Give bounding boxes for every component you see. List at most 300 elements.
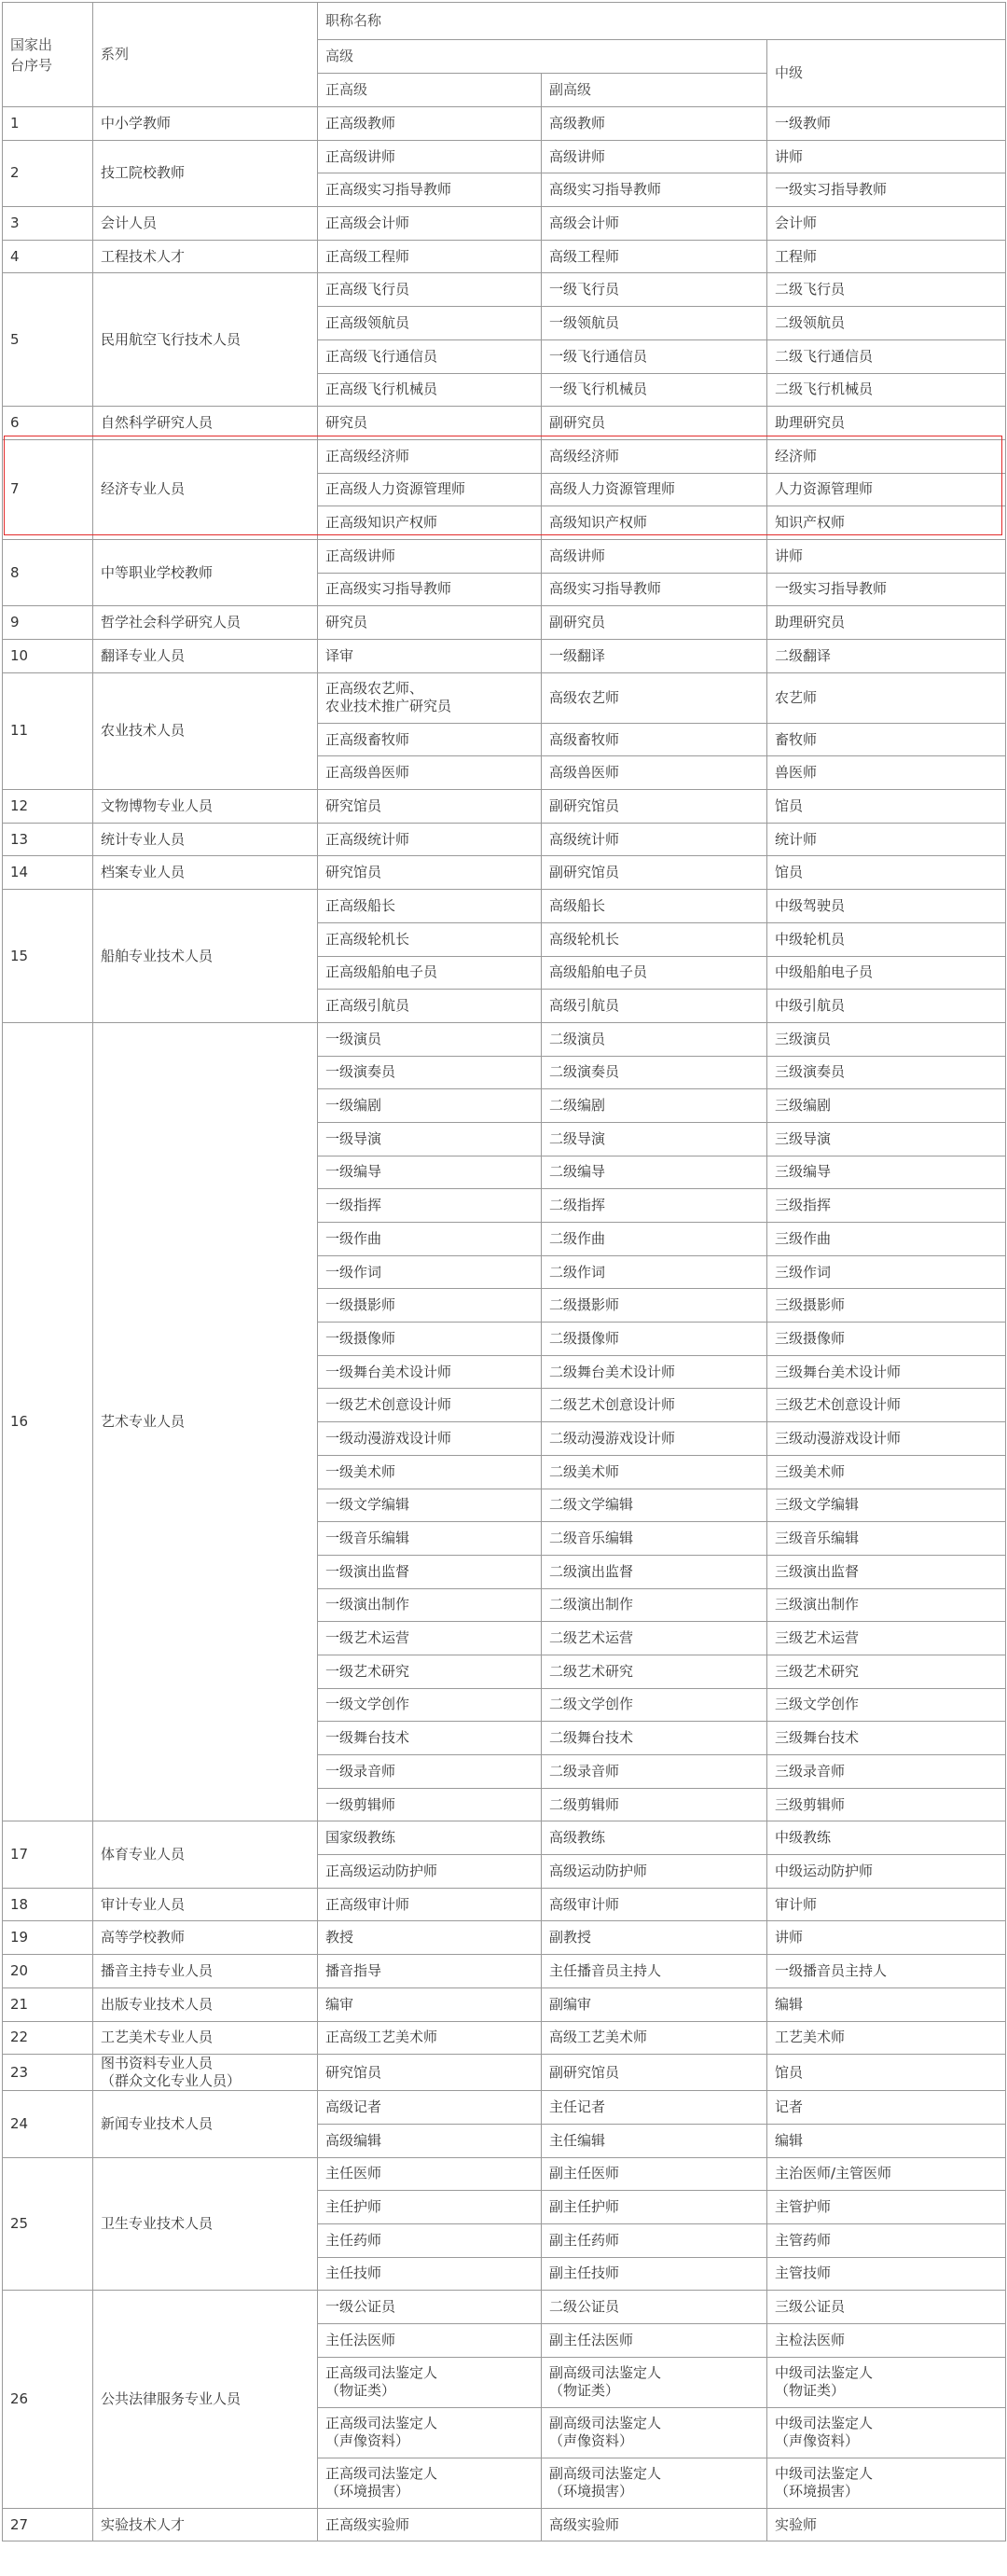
fu-gaoji-cell: 主任播音员主持人 xyxy=(542,1955,767,1988)
fu-gaoji-cell: 高级讲师 xyxy=(542,140,767,173)
zheng-gaoji-cell: 研究员 xyxy=(318,407,542,440)
zheng-gaoji-cell: 一级公证员 xyxy=(318,2291,542,2324)
middle-cell: 三级艺术研究 xyxy=(767,1655,1006,1688)
middle-cell: 主管护师 xyxy=(767,2191,1006,2224)
fu-gaoji-cell: 高级讲师 xyxy=(542,539,767,573)
zheng-gaoji-cell: 编审 xyxy=(318,1987,542,2021)
middle-cell: 三级演出制作 xyxy=(767,1588,1006,1622)
fu-gaoji-cell: 二级舞台技术 xyxy=(542,1722,767,1755)
zheng-gaoji-cell: 一级作词 xyxy=(318,1255,542,1289)
header-index: 国家出台序号 xyxy=(3,3,93,107)
fu-gaoji-cell: 二级作词 xyxy=(542,1255,767,1289)
row-index: 26 xyxy=(3,2291,93,2508)
middle-cell: 中级轮机员 xyxy=(767,922,1006,956)
middle-cell: 三级音乐编辑 xyxy=(767,1522,1006,1556)
middle-cell: 三级艺术创意设计师 xyxy=(767,1389,1006,1422)
title-table-container xyxy=(2,2,1005,2572)
row-index: 14 xyxy=(3,856,93,890)
zheng-gaoji-cell: 一级摄影师 xyxy=(318,1289,542,1323)
table-row xyxy=(3,273,1006,307)
fu-gaoji-cell: 副主任药师 xyxy=(542,2223,767,2257)
middle-cell: 兽医师 xyxy=(767,756,1006,790)
row-index: 21 xyxy=(3,1987,93,2021)
middle-cell: 主检法医师 xyxy=(767,2324,1006,2358)
middle-cell: 讲师 xyxy=(767,539,1006,573)
zheng-gaoji-cell: 一级艺术研究 xyxy=(318,1655,542,1688)
fu-gaoji-cell: 高级工程师 xyxy=(542,240,767,273)
middle-cell: 三级摄像师 xyxy=(767,1323,1006,1356)
zheng-gaoji-cell: 教授 xyxy=(318,1921,542,1955)
row-index: 4 xyxy=(3,240,93,273)
fu-gaoji-cell: 高级农艺师 xyxy=(542,672,767,723)
zheng-gaoji-cell: 正高级人力资源管理师 xyxy=(318,473,542,506)
fu-gaoji-cell: 高级经济师 xyxy=(542,439,767,473)
zheng-gaoji-cell: 主任医师 xyxy=(318,2157,542,2191)
series-cell: 艺术专业人员 xyxy=(93,1022,318,1821)
series-cell: 体育专业人员 xyxy=(93,1821,318,1888)
fu-gaoji-cell: 主任记者 xyxy=(542,2091,767,2125)
series-cell: 播音主持专业人员 xyxy=(93,1955,318,1988)
middle-cell: 三级作词 xyxy=(767,1255,1006,1289)
header-senior: 高级 xyxy=(318,40,767,74)
fu-gaoji-cell: 高级知识产权师 xyxy=(542,506,767,540)
fu-gaoji-cell: 副高级司法鉴定人 （物证类） xyxy=(542,2357,767,2407)
table-row xyxy=(3,240,1006,273)
fu-gaoji-cell: 二级演出监督 xyxy=(542,1555,767,1588)
table-row xyxy=(3,890,1006,923)
zheng-gaoji-cell: 一级舞台技术 xyxy=(318,1722,542,1755)
fu-gaoji-cell: 副高级司法鉴定人 （环境损害） xyxy=(542,2458,767,2508)
zheng-gaoji-cell: 一级艺术运营 xyxy=(318,1622,542,1655)
zheng-gaoji-cell: 正高级轮机长 xyxy=(318,922,542,956)
header-title-name: 职称名称 xyxy=(318,3,1006,40)
middle-cell: 三级舞台技术 xyxy=(767,1722,1006,1755)
middle-cell: 一级实习指导教师 xyxy=(767,573,1006,606)
middle-cell: 三级演出监督 xyxy=(767,1555,1006,1588)
fu-gaoji-cell: 二级舞台美术设计师 xyxy=(542,1355,767,1389)
fu-gaoji-cell: 二级导演 xyxy=(542,1122,767,1156)
middle-cell: 中级船舶电子员 xyxy=(767,956,1006,990)
table-row xyxy=(3,2055,1006,2091)
fu-gaoji-cell: 二级作曲 xyxy=(542,1223,767,1256)
middle-cell: 中级运动防护师 xyxy=(767,1855,1006,1889)
fu-gaoji-cell: 副高级司法鉴定人 （声像资料） xyxy=(542,2407,767,2458)
middle-cell: 三级摄影师 xyxy=(767,1289,1006,1323)
zheng-gaoji-cell: 正高级司法鉴定人 （物证类） xyxy=(318,2357,542,2407)
middle-cell: 主治医师/主管医师 xyxy=(767,2157,1006,2191)
zheng-gaoji-cell: 一级演出监督 xyxy=(318,1555,542,1588)
middle-cell: 统计师 xyxy=(767,823,1006,856)
fu-gaoji-cell: 一级翻译 xyxy=(542,640,767,673)
fu-gaoji-cell: 高级引航员 xyxy=(542,990,767,1023)
middle-cell: 三级美术师 xyxy=(767,1455,1006,1489)
zheng-gaoji-cell: 研究员 xyxy=(318,606,542,640)
zheng-gaoji-cell: 正高级讲师 xyxy=(318,539,542,573)
fu-gaoji-cell: 高级畜牧师 xyxy=(542,723,767,756)
fu-gaoji-cell: 高级教师 xyxy=(542,107,767,141)
middle-cell: 讲师 xyxy=(767,1921,1006,1955)
zheng-gaoji-cell: 正高级工程师 xyxy=(318,240,542,273)
table-row xyxy=(3,1888,1006,1921)
fu-gaoji-cell: 高级船长 xyxy=(542,890,767,923)
middle-cell: 二级飞行员 xyxy=(767,273,1006,307)
middle-cell: 三级作曲 xyxy=(767,1223,1006,1256)
series-cell: 经济专业人员 xyxy=(93,439,318,539)
fu-gaoji-cell: 二级指挥 xyxy=(542,1189,767,1223)
row-index: 25 xyxy=(3,2157,93,2291)
middle-cell: 工艺美术师 xyxy=(767,2021,1006,2055)
series-cell: 哲学社会科学研究人员 xyxy=(93,606,318,640)
row-index: 20 xyxy=(3,1955,93,1988)
zheng-gaoji-cell: 正高级飞行机械员 xyxy=(318,373,542,407)
table-row xyxy=(3,407,1006,440)
row-index: 23 xyxy=(3,2055,93,2091)
fu-gaoji-cell: 二级艺术研究 xyxy=(542,1655,767,1688)
middle-cell: 三级艺术运营 xyxy=(767,1622,1006,1655)
middle-cell: 人力资源管理师 xyxy=(767,473,1006,506)
middle-cell: 三级录音师 xyxy=(767,1755,1006,1789)
row-index: 12 xyxy=(3,790,93,824)
series-cell: 出版专业技术人员 xyxy=(93,1987,318,2021)
middle-cell: 一级播音员主持人 xyxy=(767,1955,1006,1988)
middle-cell: 中级驾驶员 xyxy=(767,890,1006,923)
middle-cell: 三级舞台美术设计师 xyxy=(767,1355,1006,1389)
zheng-gaoji-cell: 正高级运动防护师 xyxy=(318,1855,542,1889)
series-cell: 会计人员 xyxy=(93,207,318,241)
fu-gaoji-cell: 二级公证员 xyxy=(542,2291,767,2324)
middle-cell: 馆员 xyxy=(767,790,1006,824)
zheng-gaoji-cell: 国家级教练 xyxy=(318,1821,542,1855)
zheng-gaoji-cell: 正高级司法鉴定人 （环境损害） xyxy=(318,2458,542,2508)
fu-gaoji-cell: 高级人力资源管理师 xyxy=(542,473,767,506)
row-index: 8 xyxy=(3,539,93,605)
fu-gaoji-cell: 高级统计师 xyxy=(542,823,767,856)
table-row xyxy=(3,2021,1006,2055)
zheng-gaoji-cell: 正高级教师 xyxy=(318,107,542,141)
middle-cell: 二级飞行机械员 xyxy=(767,373,1006,407)
middle-cell: 馆员 xyxy=(767,2055,1006,2091)
zheng-gaoji-cell: 一级音乐编辑 xyxy=(318,1522,542,1556)
table-row xyxy=(3,823,1006,856)
series-cell: 农业技术人员 xyxy=(93,672,318,789)
zheng-gaoji-cell: 一级导演 xyxy=(318,1122,542,1156)
row-index: 11 xyxy=(3,672,93,789)
series-cell: 翻译专业人员 xyxy=(93,640,318,673)
middle-cell: 编辑 xyxy=(767,1987,1006,2021)
zheng-gaoji-cell: 正高级引航员 xyxy=(318,990,542,1023)
zheng-gaoji-cell: 一级作曲 xyxy=(318,1223,542,1256)
zheng-gaoji-cell: 正高级知识产权师 xyxy=(318,506,542,540)
zheng-gaoji-cell: 正高级实习指导教师 xyxy=(318,573,542,606)
zheng-gaoji-cell: 主任药师 xyxy=(318,2223,542,2257)
middle-cell: 编辑 xyxy=(767,2124,1006,2157)
row-index: 5 xyxy=(3,273,93,407)
row-index: 22 xyxy=(3,2021,93,2055)
fu-gaoji-cell: 二级演员 xyxy=(542,1022,767,1056)
fu-gaoji-cell: 高级教练 xyxy=(542,1821,767,1855)
table-row xyxy=(3,2091,1006,2125)
professional-title-table xyxy=(2,2,1006,2541)
middle-cell: 三级编剧 xyxy=(767,1089,1006,1123)
zheng-gaoji-cell: 一级艺术创意设计师 xyxy=(318,1389,542,1422)
fu-gaoji-cell: 二级编导 xyxy=(542,1156,767,1189)
zheng-gaoji-cell: 一级编剧 xyxy=(318,1089,542,1123)
zheng-gaoji-cell: 正高级农艺师、 农业技术推广研究员 xyxy=(318,672,542,723)
middle-cell: 二级领航员 xyxy=(767,307,1006,340)
fu-gaoji-cell: 二级演奏员 xyxy=(542,1056,767,1089)
middle-cell: 馆员 xyxy=(767,856,1006,890)
series-cell: 船舶专业技术人员 xyxy=(93,890,318,1023)
middle-cell: 经济师 xyxy=(767,439,1006,473)
table-row xyxy=(3,2508,1006,2541)
zheng-gaoji-cell: 正高级经济师 xyxy=(318,439,542,473)
middle-cell: 一级教师 xyxy=(767,107,1006,141)
zheng-gaoji-cell: 正高级司法鉴定人 （声像资料） xyxy=(318,2407,542,2458)
fu-gaoji-cell: 高级审计师 xyxy=(542,1888,767,1921)
table-row xyxy=(3,1955,1006,1988)
middle-cell: 工程师 xyxy=(767,240,1006,273)
fu-gaoji-cell: 高级实习指导教师 xyxy=(542,173,767,207)
row-index: 27 xyxy=(3,2508,93,2541)
fu-gaoji-cell: 二级音乐编辑 xyxy=(542,1522,767,1556)
zheng-gaoji-cell: 正高级审计师 xyxy=(318,1888,542,1921)
fu-gaoji-cell: 副研究馆员 xyxy=(542,2055,767,2091)
zheng-gaoji-cell: 研究馆员 xyxy=(318,856,542,890)
zheng-gaoji-cell: 正高级会计师 xyxy=(318,207,542,241)
table-row xyxy=(3,1821,1006,1855)
series-cell: 中等职业学校教师 xyxy=(93,539,318,605)
series-cell: 自然科学研究人员 xyxy=(93,407,318,440)
header-series: 系列 xyxy=(93,3,318,107)
zheng-gaoji-cell: 正高级船舶电子员 xyxy=(318,956,542,990)
zheng-gaoji-cell: 正高级实验师 xyxy=(318,2508,542,2541)
zheng-gaoji-cell: 一级美术师 xyxy=(318,1455,542,1489)
table-row xyxy=(3,1022,1006,1056)
table-row xyxy=(3,1987,1006,2021)
fu-gaoji-cell: 高级兽医师 xyxy=(542,756,767,790)
zheng-gaoji-cell: 一级文学创作 xyxy=(318,1688,542,1722)
row-index: 2 xyxy=(3,140,93,206)
middle-cell: 中级司法鉴定人 （物证类） xyxy=(767,2357,1006,2407)
zheng-gaoji-cell: 一级演员 xyxy=(318,1022,542,1056)
series-cell: 新闻专业技术人员 xyxy=(93,2091,318,2157)
table-row xyxy=(3,790,1006,824)
row-index: 6 xyxy=(3,407,93,440)
zheng-gaoji-cell: 一级编导 xyxy=(318,1156,542,1189)
middle-cell: 知识产权师 xyxy=(767,506,1006,540)
zheng-gaoji-cell: 正高级统计师 xyxy=(318,823,542,856)
middle-cell: 农艺师 xyxy=(767,672,1006,723)
middle-cell: 助理研究员 xyxy=(767,407,1006,440)
fu-gaoji-cell: 副研究馆员 xyxy=(542,856,767,890)
fu-gaoji-cell: 高级轮机长 xyxy=(542,922,767,956)
zheng-gaoji-cell: 正高级实习指导教师 xyxy=(318,173,542,207)
row-index: 16 xyxy=(3,1022,93,1821)
row-index: 18 xyxy=(3,1888,93,1921)
zheng-gaoji-cell: 一级文学编辑 xyxy=(318,1489,542,1522)
middle-cell: 二级飞行通信员 xyxy=(767,339,1006,373)
zheng-gaoji-cell: 正高级讲师 xyxy=(318,140,542,173)
fu-gaoji-cell: 二级文学编辑 xyxy=(542,1489,767,1522)
row-index: 9 xyxy=(3,606,93,640)
middle-cell: 记者 xyxy=(767,2091,1006,2125)
table-row xyxy=(3,1921,1006,1955)
zheng-gaoji-cell: 研究馆员 xyxy=(318,790,542,824)
series-cell: 审计专业人员 xyxy=(93,1888,318,1921)
zheng-gaoji-cell: 一级录音师 xyxy=(318,1755,542,1789)
middle-cell: 中级司法鉴定人 （声像资料） xyxy=(767,2407,1006,2458)
fu-gaoji-cell: 一级领航员 xyxy=(542,307,767,340)
middle-cell: 实验师 xyxy=(767,2508,1006,2541)
fu-gaoji-cell: 副研究员 xyxy=(542,407,767,440)
table-row xyxy=(3,140,1006,173)
fu-gaoji-cell: 副研究员 xyxy=(542,606,767,640)
middle-cell: 中级教练 xyxy=(767,1821,1006,1855)
row-index: 24 xyxy=(3,2091,93,2157)
fu-gaoji-cell: 副研究馆员 xyxy=(542,790,767,824)
zheng-gaoji-cell: 一级动漫游戏设计师 xyxy=(318,1422,542,1456)
series-cell: 中小学教师 xyxy=(93,107,318,141)
middle-cell: 三级动漫游戏设计师 xyxy=(767,1422,1006,1456)
middle-cell: 主管技师 xyxy=(767,2257,1006,2291)
fu-gaoji-cell: 二级摄像师 xyxy=(542,1323,767,1356)
middle-cell: 三级演员 xyxy=(767,1022,1006,1056)
fu-gaoji-cell: 一级飞行机械员 xyxy=(542,373,767,407)
zheng-gaoji-cell: 译审 xyxy=(318,640,542,673)
zheng-gaoji-cell: 正高级船长 xyxy=(318,890,542,923)
fu-gaoji-cell: 副主任法医师 xyxy=(542,2324,767,2358)
header-zheng-gaoji: 正高级 xyxy=(318,74,542,107)
fu-gaoji-cell: 副主任技师 xyxy=(542,2257,767,2291)
middle-cell: 中级引航员 xyxy=(767,990,1006,1023)
zheng-gaoji-cell: 一级剪辑师 xyxy=(318,1788,542,1821)
series-cell: 公共法律服务专业人员 xyxy=(93,2291,318,2508)
fu-gaoji-cell: 一级飞行员 xyxy=(542,273,767,307)
middle-cell: 畜牧师 xyxy=(767,723,1006,756)
header-middle: 中级 xyxy=(767,40,1006,107)
fu-gaoji-cell: 高级船舶电子员 xyxy=(542,956,767,990)
fu-gaoji-cell: 高级实验师 xyxy=(542,2508,767,2541)
fu-gaoji-cell: 高级会计师 xyxy=(542,207,767,241)
middle-cell: 三级编导 xyxy=(767,1156,1006,1189)
middle-cell: 讲师 xyxy=(767,140,1006,173)
fu-gaoji-cell: 二级艺术运营 xyxy=(542,1622,767,1655)
zheng-gaoji-cell: 正高级飞行通信员 xyxy=(318,339,542,373)
fu-gaoji-cell: 二级动漫游戏设计师 xyxy=(542,1422,767,1456)
middle-cell: 会计师 xyxy=(767,207,1006,241)
series-cell: 工程技术人才 xyxy=(93,240,318,273)
zheng-gaoji-cell: 主任护师 xyxy=(318,2191,542,2224)
table-row xyxy=(3,672,1006,723)
fu-gaoji-cell: 高级实习指导教师 xyxy=(542,573,767,606)
table-row xyxy=(3,856,1006,890)
middle-cell: 三级文学编辑 xyxy=(767,1489,1006,1522)
fu-gaoji-cell: 二级录音师 xyxy=(542,1755,767,1789)
zheng-gaoji-cell: 正高级飞行员 xyxy=(318,273,542,307)
zheng-gaoji-cell: 正高级畜牧师 xyxy=(318,723,542,756)
fu-gaoji-cell: 副主任医师 xyxy=(542,2157,767,2191)
row-index: 13 xyxy=(3,823,93,856)
row-index: 10 xyxy=(3,640,93,673)
table-row xyxy=(3,539,1006,573)
table-row xyxy=(3,207,1006,241)
fu-gaoji-cell: 二级艺术创意设计师 xyxy=(542,1389,767,1422)
zheng-gaoji-cell: 正高级兽医师 xyxy=(318,756,542,790)
zheng-gaoji-cell: 播音指导 xyxy=(318,1955,542,1988)
fu-gaoji-cell: 二级剪辑师 xyxy=(542,1788,767,1821)
series-cell: 民用航空飞行技术人员 xyxy=(93,273,318,407)
zheng-gaoji-cell: 一级演出制作 xyxy=(318,1588,542,1622)
series-cell: 图书资料专业人员 （群众文化专业人员） xyxy=(93,2055,318,2091)
table-row xyxy=(3,2291,1006,2324)
middle-cell: 二级翻译 xyxy=(767,640,1006,673)
series-cell: 统计专业人员 xyxy=(93,823,318,856)
table-row xyxy=(3,107,1006,141)
zheng-gaoji-cell: 正高级领航员 xyxy=(318,307,542,340)
fu-gaoji-cell: 副教授 xyxy=(542,1921,767,1955)
fu-gaoji-cell: 高级运动防护师 xyxy=(542,1855,767,1889)
middle-cell: 三级演奏员 xyxy=(767,1056,1006,1089)
middle-cell: 一级实习指导教师 xyxy=(767,173,1006,207)
fu-gaoji-cell: 二级编剧 xyxy=(542,1089,767,1123)
fu-gaoji-cell: 二级文学创作 xyxy=(542,1688,767,1722)
series-cell: 技工院校教师 xyxy=(93,140,318,206)
fu-gaoji-cell: 高级工艺美术师 xyxy=(542,2021,767,2055)
middle-cell: 主管药师 xyxy=(767,2223,1006,2257)
middle-cell: 审计师 xyxy=(767,1888,1006,1921)
table-row xyxy=(3,439,1006,473)
row-index: 19 xyxy=(3,1921,93,1955)
table-row xyxy=(3,640,1006,673)
zheng-gaoji-cell: 高级编辑 xyxy=(318,2124,542,2157)
zheng-gaoji-cell: 一级指挥 xyxy=(318,1189,542,1223)
fu-gaoji-cell: 二级摄影师 xyxy=(542,1289,767,1323)
fu-gaoji-cell: 二级美术师 xyxy=(542,1455,767,1489)
table-row xyxy=(3,606,1006,640)
series-cell: 卫生专业技术人员 xyxy=(93,2157,318,2291)
middle-cell: 中级司法鉴定人 （环境损害） xyxy=(767,2458,1006,2508)
middle-cell: 助理研究员 xyxy=(767,606,1006,640)
series-cell: 高等学校教师 xyxy=(93,1921,318,1955)
fu-gaoji-cell: 副主任护师 xyxy=(542,2191,767,2224)
middle-cell: 三级导演 xyxy=(767,1122,1006,1156)
series-cell: 工艺美术专业人员 xyxy=(93,2021,318,2055)
row-index: 7 xyxy=(3,439,93,539)
middle-cell: 三级指挥 xyxy=(767,1189,1006,1223)
series-cell: 文物博物专业人员 xyxy=(93,790,318,824)
zheng-gaoji-cell: 研究馆员 xyxy=(318,2055,542,2091)
header-fu-gaoji: 副高级 xyxy=(542,74,767,107)
table-row xyxy=(3,2157,1006,2191)
series-cell: 档案专业人员 xyxy=(93,856,318,890)
series-cell: 实验技术人才 xyxy=(93,2508,318,2541)
row-index: 1 xyxy=(3,107,93,141)
zheng-gaoji-cell: 一级摄像师 xyxy=(318,1323,542,1356)
zheng-gaoji-cell: 一级舞台美术设计师 xyxy=(318,1355,542,1389)
zheng-gaoji-cell: 一级演奏员 xyxy=(318,1056,542,1089)
header-row xyxy=(3,3,1006,40)
zheng-gaoji-cell: 高级记者 xyxy=(318,2091,542,2125)
table-body xyxy=(3,3,1006,2541)
fu-gaoji-cell: 副编审 xyxy=(542,1987,767,2021)
fu-gaoji-cell: 二级演出制作 xyxy=(542,1588,767,1622)
fu-gaoji-cell: 一级飞行通信员 xyxy=(542,339,767,373)
middle-cell: 三级文学创作 xyxy=(767,1688,1006,1722)
zheng-gaoji-cell: 主任技师 xyxy=(318,2257,542,2291)
row-index: 3 xyxy=(3,207,93,241)
zheng-gaoji-cell: 主任法医师 xyxy=(318,2324,542,2358)
middle-cell: 三级剪辑师 xyxy=(767,1788,1006,1821)
